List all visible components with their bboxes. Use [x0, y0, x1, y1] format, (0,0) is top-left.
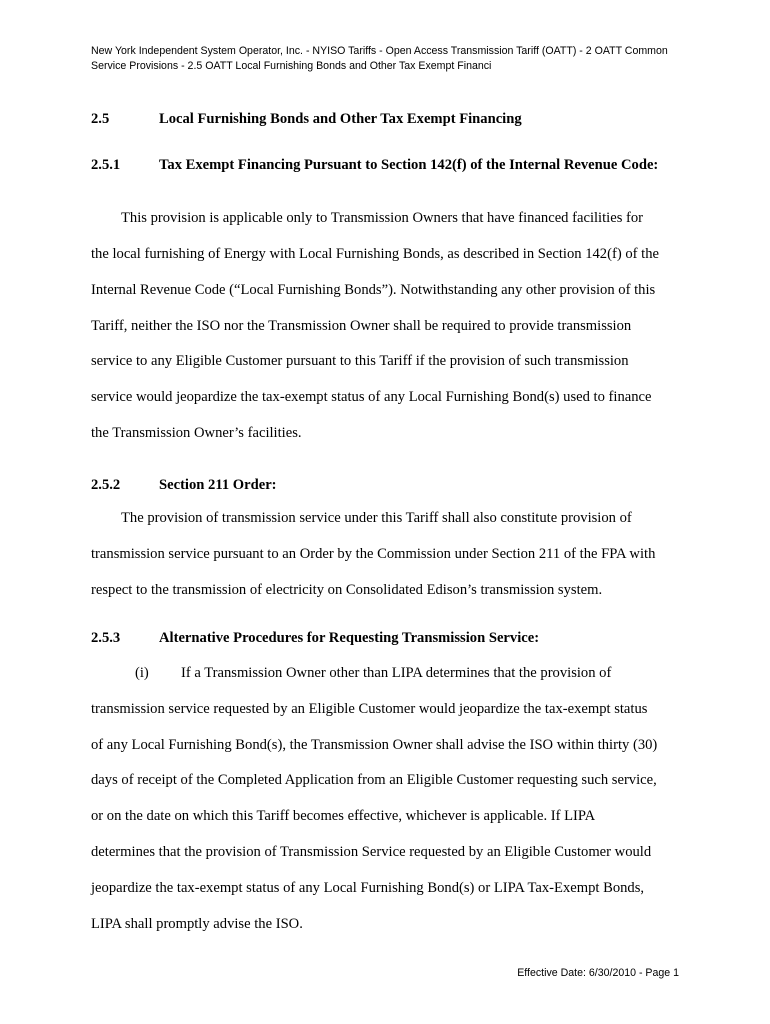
subsection-title: Tax Exempt Financing Pursuant to Section 142(f) of the Internal Revenue Code: [159, 157, 659, 173]
subsection-title: Section 211 Order: [159, 477, 277, 493]
paragraph-line: This provision is applicable only to Transmission Owners that have financed facilities for [121, 210, 644, 226]
paragraph-line: of any Local Furnishing Bond(s), the Transmission Owner shall advise the ISO within thirty (30) [91, 737, 658, 753]
page-footer: Effective Date: 6/30/2010 - Page 1 [517, 967, 679, 979]
paragraph-line: determines that the provision of Transmission Service requested by an Eligible Customer would [91, 844, 652, 860]
running-header: New York Independent System Operator, Inc. - NYISO Tariffs - Open Access Transmission Tariff (OATT) - 2 OATT Common Service Provisions - 2.5 OATT Local Furnishing Bonds and Other Tax Exempt Financi [91, 45, 668, 72]
subsection-number: 2.5.1 [91, 157, 121, 173]
section-number: 2.5 [91, 111, 110, 127]
paragraph-line: transmission service pursuant to an Order by the Commission under Section 211 of the FPA with [91, 546, 656, 562]
section-title: Local Furnishing Bonds and Other Tax Exempt Financing [159, 111, 522, 127]
paragraph-line: days of receipt of the Completed Application from an Eligible Customer requesting such service, [91, 772, 657, 788]
subsection-number: 2.5.2 [91, 477, 121, 493]
paragraph-line: or on the date on which this Tariff becomes effective, whichever is applicable. If LIPA [91, 808, 596, 824]
paragraph-line: jeopardize the tax-exempt status of any Local Furnishing Bond(s) or LIPA Tax-Exempt Bonds, [91, 880, 645, 896]
paragraph-line: respect to the transmission of electricity on Consolidated Edison’s transmission system. [91, 582, 603, 598]
paragraph-line: transmission service requested by an Eligible Customer would jeopardize the tax-exempt status [91, 701, 648, 717]
paragraph-line: If a Transmission Owner other than LIPA determines that the provision of [181, 665, 612, 681]
paragraph-line: LIPA shall promptly advise the ISO. [91, 916, 303, 932]
paragraph-line: service would jeopardize the tax-exempt status of any Local Furnishing Bond(s) used to finance [91, 389, 652, 405]
paragraph-line: the Transmission Owner’s facilities. [91, 425, 302, 441]
subsection-title: Alternative Procedures for Requesting Transmission Service: [159, 630, 540, 646]
paragraph-line: The provision of transmission service under this Tariff shall also constitute provision of [121, 510, 632, 526]
paragraph-line: the local furnishing of Energy with Local Furnishing Bonds, as described in Section 142(f) of the [91, 246, 659, 262]
subsection-number: 2.5.3 [91, 630, 121, 646]
list-item-marker: (i) [135, 665, 149, 681]
paragraph-line: service to any Eligible Customer pursuant to this Tariff if the provision of such transmission [91, 353, 629, 369]
paragraph-line: Internal Revenue Code (“Local Furnishing Bonds”). Notwithstanding any other provision of this [91, 282, 656, 298]
paragraph-line: Tariff, neither the ISO nor the Transmission Owner shall be required to provide transmission [91, 318, 632, 334]
